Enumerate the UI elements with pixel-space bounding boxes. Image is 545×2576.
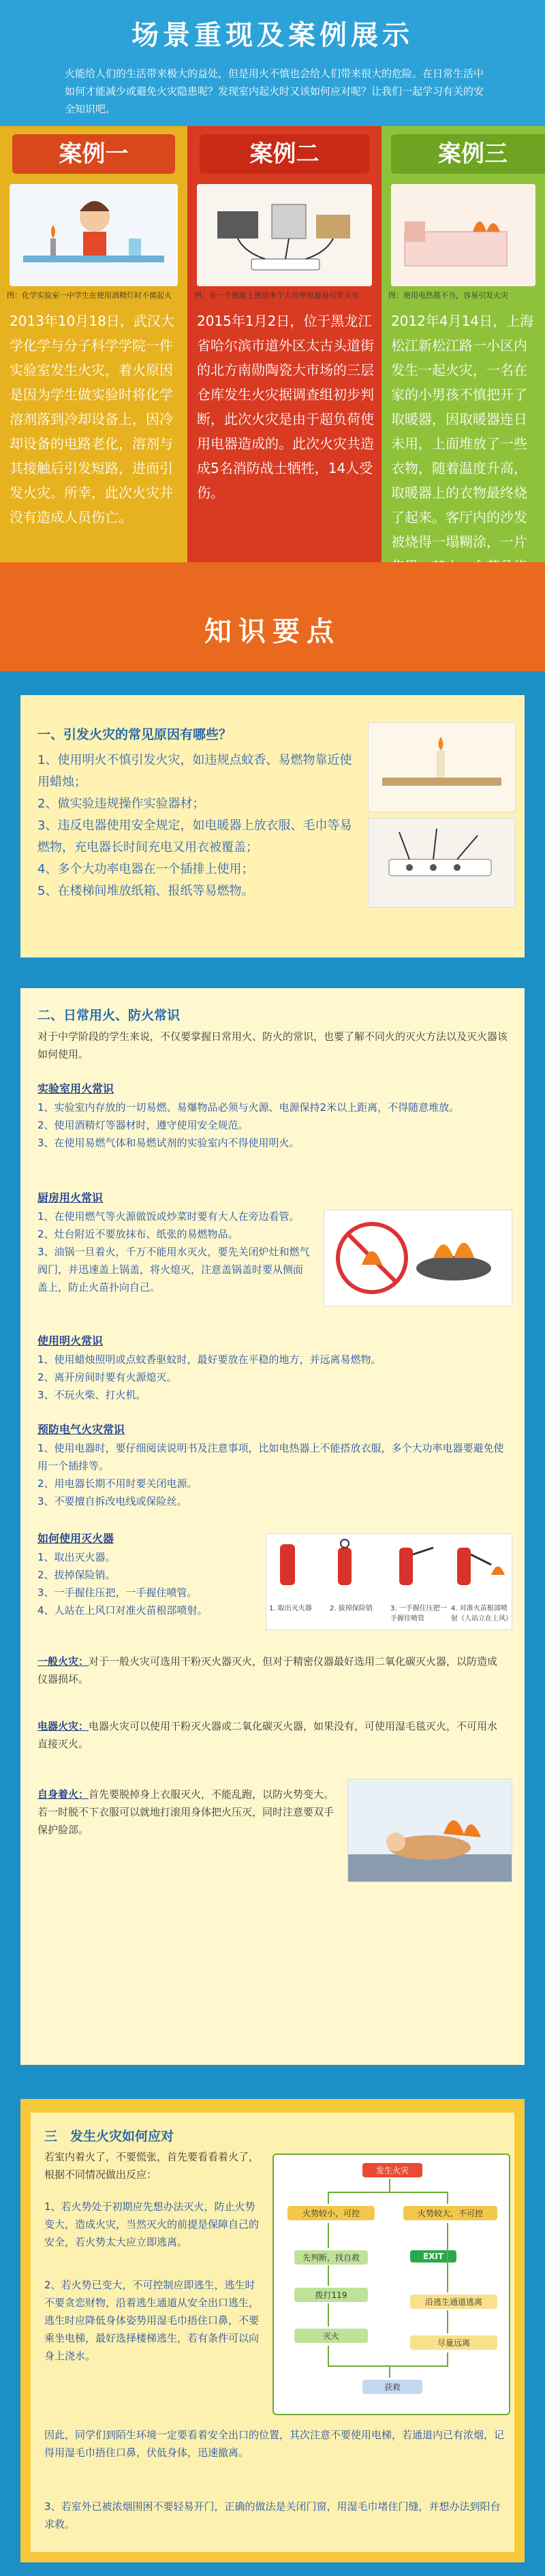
electric-fire-paragraph xyxy=(37,1717,508,1753)
flow-b3: 灭火 xyxy=(294,2329,368,2343)
case-tab-3: 案例三 xyxy=(391,134,545,174)
section-response-title: 三 发生火灾如何应对 xyxy=(44,2129,174,2144)
case-caption-1: 图：化学实验室一中学生在使用酒精灯时不慎起火 xyxy=(7,291,172,300)
extinguisher-step-label: 3. 一手握住压把一手握住喷管 xyxy=(390,1605,447,1623)
response-intro: 若室内着火了，不要慌张，首先要看看着火了，根据不同情况做出反应： xyxy=(44,2151,260,2181)
section-daily-title: 二、日常用火、防火常识 xyxy=(37,1008,181,1023)
case-text-2: 2015年1月2日，位于黑龙江省哈尔滨市道外区太古头道街的北方南勋陶瓷大市场的三层仓库发生火灾据调查组初步判断，此次火灾是由于超负荷使用电器造成的。此次火灾共造成5名消防战士牺牲，14人受伤。 xyxy=(197,313,374,501)
page-intro: 火能给人们的生活带来极大的益处，但是用火不慎也会给人们带来很大的危险。在日常生活中如何才能减少或避免火灾隐患呢？发现室内起火时又该如何应对呢？让我们一起学习有关的安全知识吧。 xyxy=(65,67,484,115)
flow-end: 获救 xyxy=(362,2380,422,2394)
kitchen-heading: 厨房用火常识 xyxy=(37,1191,104,1204)
case-card-1 xyxy=(0,126,187,562)
response-flowchart xyxy=(272,2153,510,2415)
extinguisher-step-label: 4. 对准火苗根部喷射（人站立在上风） xyxy=(451,1605,512,1623)
candle-list xyxy=(37,1351,508,1404)
section-daily-intro: 对于中学阶段的学生来说，不仅要掌握日常用火、防火的常识，也要了解不同火的灭火方法以及灭火器该如何使用。 xyxy=(37,1030,508,1060)
case-text-3: 2012年4月14日，上海松江新松江路一小区内发生一起火灾，一名在家的小男孩不慎把开了取暖器，因取暖器连日未用，上面堆放了一些衣物，随着温度升高，取暖器上的衣物最终烧了起来。客厅内的沙发被烧得一塌糊涂，一片 xyxy=(391,313,534,550)
case-illustration-2 xyxy=(197,184,372,286)
electric-item: 2、用电器长期不用时要关闭电源。 xyxy=(37,1477,198,1490)
case-caption-3: 图：使用电热毯不当，容易引发火灾 xyxy=(388,291,508,300)
kitchen-item: 1、在使用燃气等火源做饭或炒菜时要有大人在旁边看管。 xyxy=(37,1210,300,1223)
candle-item: 2、离开房间时要有火源熄灭。 xyxy=(37,1371,177,1383)
cause-item: 3、违反电器使用安全规定，如电暖器上放衣服、毛巾等易燃物，充电器长时间充电又用衣被覆盖； xyxy=(37,818,352,855)
extinguisher-steps-illustration xyxy=(266,1533,512,1630)
extinguisher-list xyxy=(37,1548,262,1619)
general-fire-paragraph xyxy=(37,1653,508,1688)
case-tab-1: 案例一 xyxy=(12,134,175,174)
causes-illustration-outlet xyxy=(368,818,516,908)
extinguisher-step-label: 2. 拔掉保险销 xyxy=(330,1605,373,1612)
electric-item: 3、不要擅自拆改电线或保险丝。 xyxy=(37,1495,187,1507)
exit-sign: EXIT xyxy=(410,2250,456,2263)
flow-b4: 沿逃生通道逃离 xyxy=(410,2295,497,2309)
cause-item: 4、多个大功率电器在一个插排上使用； xyxy=(37,862,254,876)
electric-list xyxy=(37,1439,508,1510)
extinguisher-heading: 如何使用灭火器 xyxy=(37,1532,114,1545)
extinguisher-item: 3、一手握住压把，一手握住喷管。 xyxy=(37,1586,198,1599)
self-fire-lead: 自身着火： xyxy=(37,1788,89,1800)
knowledge-title: 知识要点 xyxy=(204,616,341,647)
general-fire-lead: 一般火灾： xyxy=(37,1655,89,1668)
case-tab-2: 案例二 xyxy=(200,134,369,174)
lab-heading: 实验室用火常识 xyxy=(37,1082,114,1095)
flow-left: 火势较小，可控 xyxy=(287,2206,375,2220)
causes-list xyxy=(37,750,358,902)
electric-heading: 预防电气火灾常识 xyxy=(37,1423,125,1436)
lab-item: 1、实验室内存放的一切易燃、易爆物品必须与火源、电源保持2米以上距离，不得随意堆放。 xyxy=(37,1101,460,1114)
extinguisher-item: 4、人站在上风口对准火苗根部喷射。 xyxy=(37,1604,208,1616)
case-card-2 xyxy=(187,126,382,562)
case-card-3 xyxy=(382,126,545,562)
kitchen-illustration xyxy=(324,1210,512,1306)
case-text-1: 2013年10月18日，武汉大学化学与分子科学学院一件实验室发生火灾，着火原因是因为学生做实验时将化学溶剂落到冷却设备上，因冷却设备的电路老化，溶剂与其接触后引发短路，进而引发火灾。所幸，此次火灾并没有造成人员伤亡。 xyxy=(10,313,174,525)
case-caption-2: 图：在一个插座上使用多个大功率电器易引发火灾 xyxy=(194,291,359,300)
extinguisher-item: 1、取出灭火器。 xyxy=(37,1551,116,1563)
extinguisher-item: 2、拔掉保险销。 xyxy=(37,1569,116,1581)
cause-item: 2、做实验违规操作实验器材； xyxy=(37,797,205,811)
cause-item: 1、使用明火不慎引发火灾，如违规点蚊香、易燃物靠近使用蜡烛； xyxy=(37,753,352,789)
candle-item: 3、不玩火柴、打火机。 xyxy=(37,1389,146,1401)
electric-fire-text: 电器火灾可以使用干粉灭火器或二氧化碳灭火器，如果没有，可使用湿毛毯灭火，不可用水直接灭火。 xyxy=(37,1720,498,1750)
response-p1: 1、若火势处于初期应先想办法灭火，防止火势变大，造成火灾，当然灭火的前提是保障自己的安全，若火势太大应立即逃离。 xyxy=(44,2201,260,2248)
section-causes-title: 一、引发火灾的常见原因有哪些？ xyxy=(37,727,232,742)
case-illustration-1 xyxy=(10,184,178,286)
causes-illustration-candle xyxy=(368,722,516,812)
lab-list xyxy=(37,1099,508,1152)
lab-item: 3、在使用易燃气体和易燃试剂的实验室内不得使用明火。 xyxy=(37,1137,300,1149)
electric-item: 1、使用电器时，要仔细阅读说明书及注意事项，比如电热器上不能搭放衣服，多个大功率电器要避免使用一个插排等。 xyxy=(37,1442,504,1472)
response-p2: 2、若火势已变大，不可控制应即逃生，逃生时不要贪恋财物，沿着逃生通道从安全出口逃生，逃生时应降低身体姿势用湿毛巾捂住口鼻，不要乘坐电梯，最好选择楼梯逃生，若有条件可以向身上浇水。 xyxy=(44,2279,260,2362)
electric-fire-lead: 电器火灾： xyxy=(37,1720,89,1732)
flow-start: 发生火灾 xyxy=(362,2163,422,2177)
general-fire-text: 对于一般火灾可选用干粉灭火器灭火，但对于精密仪器最好选用二氧化碳灭火器，以防造成仪器损坏。 xyxy=(37,1655,498,1685)
case-illustration-3 xyxy=(391,184,535,286)
self-fire-illustration xyxy=(347,1779,512,1882)
self-fire-text: 首先要脱掉身上衣服灭火，不能乱跑，以防火势变大。若一时脱不下衣服可以就地打滚用身体把火压灭，同时注意要双手保护脸部。 xyxy=(37,1788,334,1836)
kitchen-list xyxy=(37,1208,310,1296)
kitchen-item: 2、灶台附近不要放抹布、纸张的易燃物品。 xyxy=(37,1228,238,1240)
lab-item: 2、使用酒精灯等器材时，遵守使用安全规范。 xyxy=(37,1119,249,1131)
kitchen-item: 3、油锅一旦着火，千万不能用水灭火，要先关闭炉灶和燃气阀门，并迅速盖上锅盖，将火熄灭，注意盖锅盖时要从侧面盖上，防止火苗扑向自己。 xyxy=(37,1246,310,1293)
self-fire-paragraph xyxy=(37,1785,337,1839)
response-p3: 因此，同学们到陌生环境一定要看着安全出口的位置，其次注意不要使用电梯，若通道内已有浓烟，记得用湿毛巾捂住口鼻，伏低身体，迅速撤离。 xyxy=(44,2429,505,2459)
flow-b5: 尽量远离 xyxy=(410,2335,497,2350)
page-title: 场景重现及案例展示 xyxy=(131,20,414,51)
flow-b2: 拨打119 xyxy=(294,2288,368,2302)
flow-b1: 先判断，找自救 xyxy=(294,2250,368,2265)
extinguisher-step-label: 1. 取出灭火器 xyxy=(269,1605,312,1612)
candle-item: 1、使用蜡烛照明或点蚊香驱蚊时，最好要放在平稳的地方，并远离易燃物。 xyxy=(37,1353,382,1366)
response-p4: 3、若室外已被浓烟围困不要轻易开门，正确的做法是关闭门窗，用湿毛巾堵住门缝，并想办法到阳台求救。 xyxy=(44,2500,501,2530)
flow-right: 火势较大，不可控 xyxy=(403,2206,497,2220)
cause-item: 5、在楼梯间堆放纸箱、报纸等易燃物。 xyxy=(37,884,254,898)
candle-heading: 使用明火常识 xyxy=(37,1334,104,1347)
